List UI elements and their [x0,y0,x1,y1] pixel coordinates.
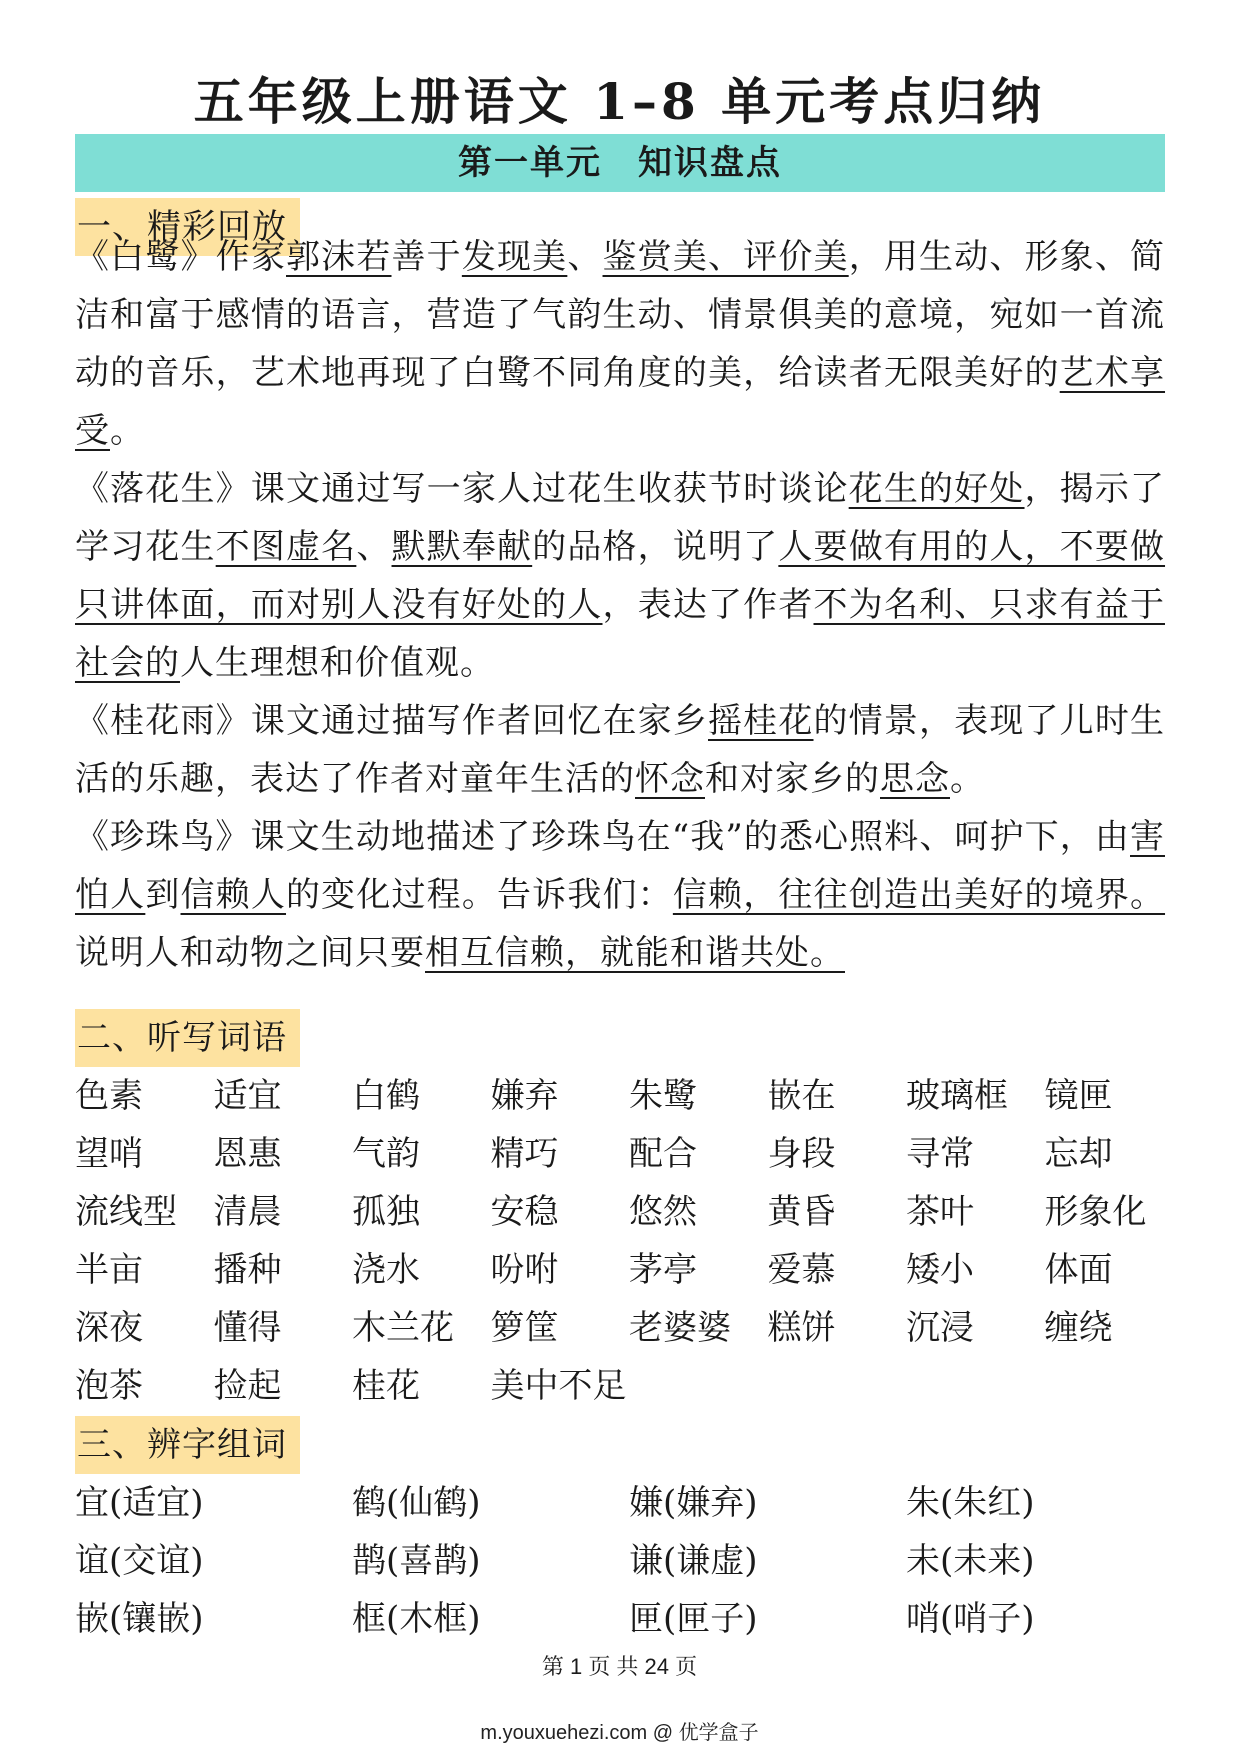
key-phrase: 摇桂花 [708,701,814,741]
text-run: 《落花生》课文通过写一家人过花生收获节时谈论 [75,469,849,509]
text-run: ，用生动、形象、简洁和富于感情的语言，营造了气韵生动、情景俱美的意境，宛如一首流动的音乐，艺术地再现了白鹭不同角度的美，给读者无限美好的 [75,237,1166,393]
key-phrase: 思念 [880,759,950,799]
text-run: 。 [110,411,145,451]
text-run: 、 [567,237,603,277]
dictation-word: 望哨 [75,1134,143,1174]
dictation-word: 悠然 [629,1192,697,1232]
dictation-word: 深夜 [75,1308,143,1348]
text-run: ，表达了作者 [602,585,814,625]
key-phrase: 花生的好处 [848,469,1025,509]
dictation-word: 体面 [1044,1250,1113,1290]
dictation-word: 适宜 [213,1076,282,1116]
dictation-word: 白鹤 [352,1076,420,1116]
character-pair: 嵌(镶嵌) [75,1599,204,1639]
key-phrase: 不为名利、只求有益于社会的 [75,585,1165,683]
dictation-word: 播种 [213,1250,282,1290]
dictation-word: 嫌弃 [490,1076,559,1116]
dictation-word: 朱鹭 [629,1076,697,1116]
text-run: 善于 [391,237,462,277]
dictation-word: 茅亭 [629,1250,697,1290]
paragraph-zhenzhuniao [75,808,1165,982]
dictation-word: 流线型 [75,1192,177,1232]
site-watermark: m.youxuehezi.com @ 优学盒子 [480,1722,759,1744]
dictation-word: 色素 [75,1076,143,1116]
highlights-text [75,228,1165,982]
dictation-word: 沉浸 [906,1308,974,1348]
unit-banner [75,134,1165,192]
dictation-word: 安稳 [490,1192,559,1232]
dictation-word: 木兰花 [352,1308,454,1348]
dictation-word: 形象化 [1044,1192,1147,1232]
page-title: 五年级上册语文 1–8 单元考点归纳 [193,72,1046,131]
text-run: 《珍珠鸟》课文生动地描述了珍珠鸟在“我”的悉心照料、呵护下，由 [75,817,1130,857]
dictation-word: 配合 [629,1134,697,1174]
character-pair: 谦(谦虚) [629,1541,758,1581]
page-number: 第 1 页 共 24 页 [541,1654,698,1679]
key-phrase: 鉴赏美、评价美 [602,237,849,277]
dictation-word: 忘却 [1044,1134,1113,1174]
dictation-word: 浇水 [352,1250,420,1290]
key-phrase: 艺术享受 [75,353,1166,451]
character-pair: 嫌(嫌弃) [629,1483,758,1523]
dictation-word: 捡起 [213,1366,282,1406]
dictation-word: 矮小 [906,1250,974,1290]
key-phrase: 郭沫若 [286,237,392,277]
text-run: 的品格，说明了 [532,527,779,567]
character-pair: 谊(交谊) [75,1541,204,1581]
key-phrase: 信赖人 [180,875,287,915]
text-run: ，揭示了学习花生 [75,469,1166,567]
character-pair: 哨(哨子) [906,1599,1035,1639]
text-run: 的情景，表现了儿时生活的乐趣，表达了作者对童年生活的 [75,701,1165,799]
key-phrase: 害怕人 [75,817,1165,915]
character-pair: 匣(匣子) [629,1599,758,1639]
dictation-word: 糕饼 [767,1308,836,1348]
text-run: 《桂花雨》课文通过描写作者回忆在家乡 [75,701,708,741]
paragraph-bailu [75,228,1165,460]
text-run: 说明人和动物之间只要 [75,933,425,973]
text-run: 人生理想和价值观。 [180,643,495,683]
paragraph-guihuayu [75,692,1165,808]
text-run: 《白鹭》作家 [75,237,286,277]
dictation-word: 老婆婆 [629,1308,731,1348]
key-phrase: 发现美 [461,237,568,277]
character-pair: 朱(朱红) [906,1483,1035,1523]
text-run: 的变化过程。告诉我们： [286,875,673,915]
character-pair: 框(木框) [352,1599,481,1639]
dictation-word: 镜匣 [1044,1076,1113,1116]
dictation-word: 爱慕 [767,1250,836,1290]
dictation-word: 清晨 [213,1192,282,1232]
dictation-word: 寻常 [906,1134,974,1174]
paragraph-luohuasheng [75,460,1165,692]
dictation-word: 玻璃框 [906,1076,1008,1116]
dictation-word: 箩筐 [490,1308,559,1348]
text-run: 、 [356,527,392,567]
character-pair: 未(未来) [906,1541,1035,1581]
character-pair-list [75,1474,1165,1648]
section-heading-highlights: 一、精彩回放 [75,198,300,256]
dictation-word: 茶叶 [906,1192,974,1232]
section-heading-dictation: 二、听写词语 [75,1009,300,1067]
dictation-word: 美中不足 [490,1366,627,1406]
dictation-word: 桂花 [352,1366,420,1406]
unit-label: 第一单元 [458,143,602,183]
text-run: 。 [950,759,985,799]
character-pair: 鹤(仙鹤) [352,1483,481,1523]
text-run: 到 [145,875,181,915]
unit-subtitle: 知识盘点 [638,143,782,183]
key-phrase: 默默奉献 [391,527,533,567]
dictation-word: 嵌在 [767,1076,836,1116]
dictation-word-list [75,1067,1165,1415]
dictation-word: 缠绕 [1044,1308,1113,1348]
key-phrase: 信赖，往往创造出美好的境界。 [672,875,1166,915]
dictation-word: 懂得 [213,1308,282,1348]
text-run: 和对家乡的 [705,759,880,799]
dictation-word: 黄昏 [767,1192,836,1232]
dictation-word: 半亩 [75,1250,143,1290]
dictation-word: 孤独 [352,1192,420,1232]
key-phrase: 不图虚名 [215,527,357,567]
dictation-word: 泡茶 [75,1366,143,1406]
dictation-word: 身段 [767,1134,836,1174]
key-phrase: 人要做有用的人，不要做只讲体面，而对别人没有好处的人 [75,527,1166,625]
dictation-word: 吩咐 [490,1250,559,1290]
dictation-word: 恩惠 [213,1134,282,1174]
key-phrase: 相互信赖，就能和谐共处。 [425,933,845,973]
section-heading-character-pairs: 三、辨字组词 [75,1416,300,1474]
character-pair: 鹊(喜鹊) [352,1541,481,1581]
character-pair: 宜(适宜) [75,1483,204,1523]
key-phrase: 怀念 [635,759,705,799]
dictation-word: 精巧 [490,1134,559,1174]
dictation-word: 气韵 [352,1134,420,1174]
